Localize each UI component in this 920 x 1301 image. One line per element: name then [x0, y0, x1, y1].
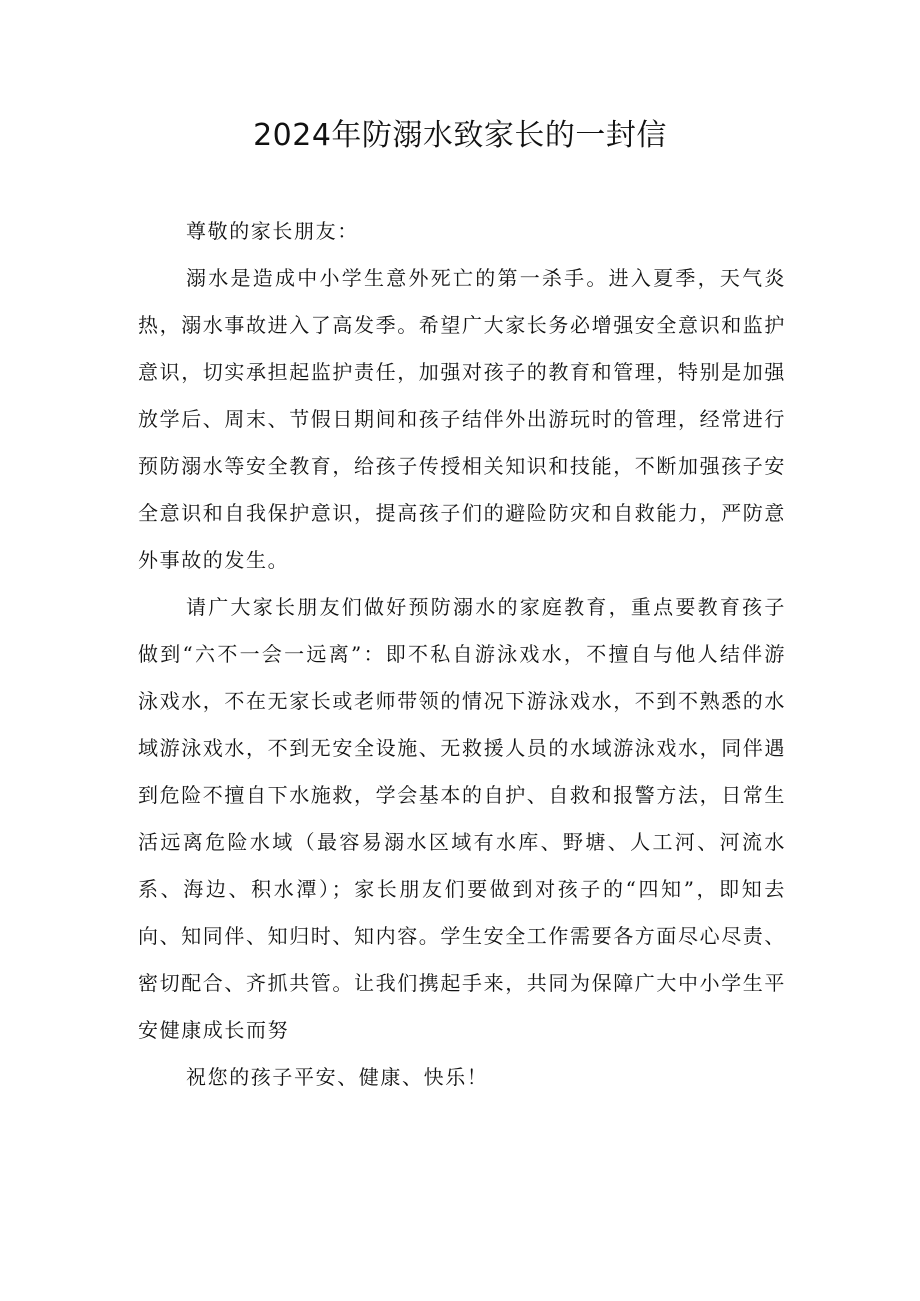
paragraph-2: 请广大家长朋友们做好预防溺水的家庭教育，重点要教育孩子做到“六不一会一远离”：即不私自游泳戏水，不擅自与他人结伴游泳戏水，不在无家长或老师带领的情况下游泳戏水，不到不熟悉的水域游泳戏水，不到无安全设施、无救援人员的水域游泳戏水，同伴遇到危险不擅自下水施救，学会基本的自护、自救和报警方法，日常生活远离危险水域（最容易溺水区域有水库、野塘、人工河、河流水系、海边、积水潭）；家长朋友们要做到对孩子的“四知”，即知去向、知同伴、知归时、知内容。学生安全工作需要各方面尽心尽责、密切配合、齐抓共管。让我们携起手来，共同为保障广大中小学生平安健康成长而努 — [138, 595, 786, 1042]
paragraph-1: 溺水是造成中小学生意外死亡的第一杀手。进入夏季，天气炎热，溺水事故进入了高发季。希望广大家长务必增强安全意识和监护意识，切实承担起监护责任，加强对孩子的教育和管理，特别是加强放学后、周末、节假日期间和孩子结伴外出游玩时的管理，经常进行预防溺水等安全教育，给孩子传授相关知识和技能，不断加强孩子安全意识和自我保护意识，提高孩子们的避险防灾和自救能力，严防意外事故的发生。 — [138, 266, 786, 572]
document-title: 2024年防溺水致家长的一封信 — [253, 118, 667, 153]
closing-line: 祝您的孩子平安、健康、快乐！ — [186, 1065, 489, 1089]
salutation: 尊敬的家长朋友： — [186, 219, 359, 243]
letter-body — [138, 208, 786, 1101]
